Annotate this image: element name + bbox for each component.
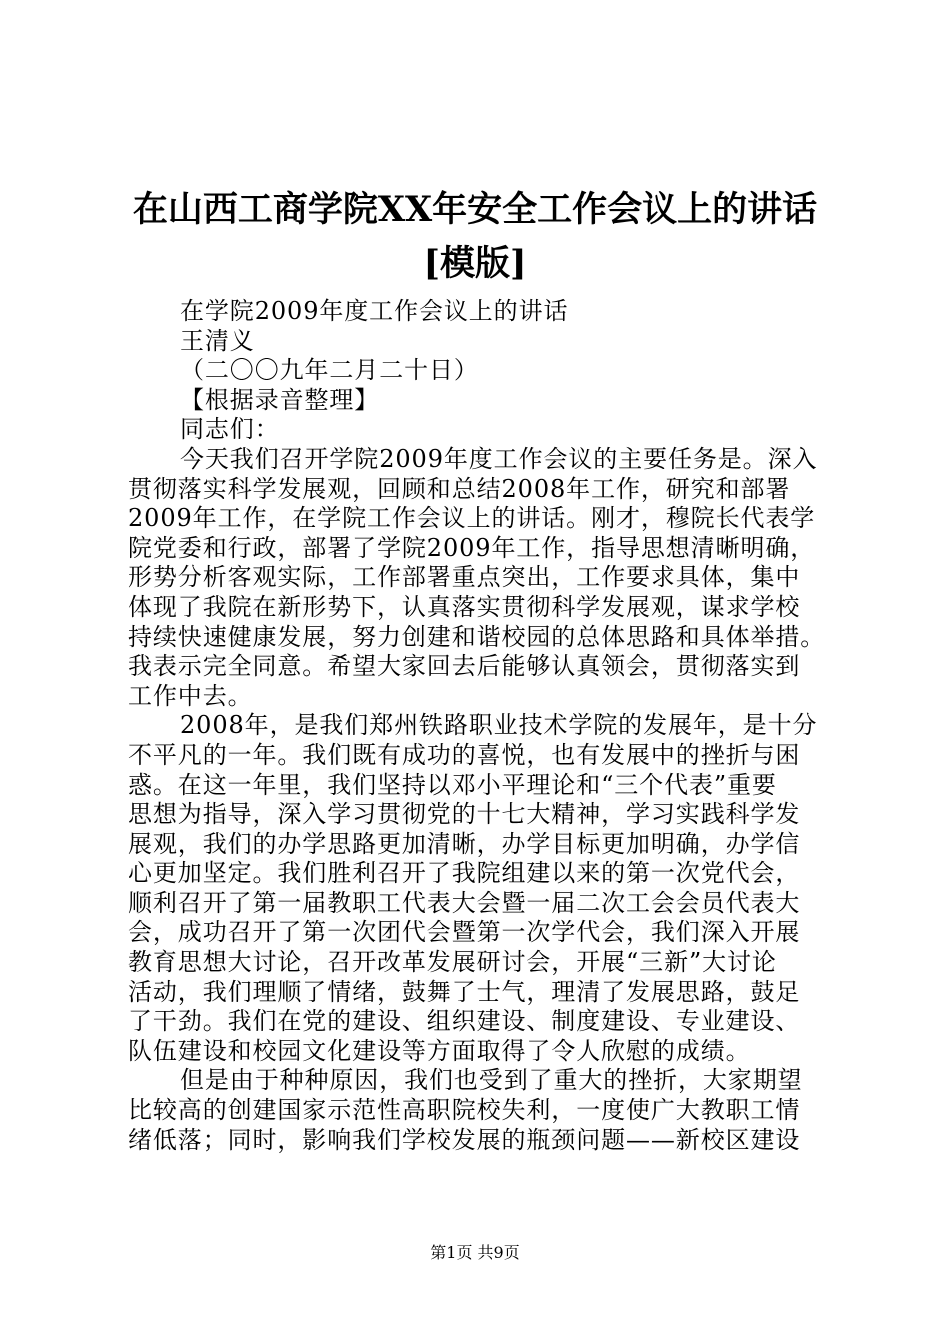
paragraph-line: 2009年工作，在学院工作会议上的讲话。刚才，穆院长代表学 [128,504,816,533]
paragraph-line: 2008年，是我们郑州铁路职业技术学院的发展年，是十分 [180,711,818,740]
page-number-label: 第1页 共9页 [430,1243,520,1262]
paragraph-line: 体现了我院在新形势下，认真落实贯彻科学发展观，谋求学校 [128,592,801,621]
title-line-2: [模版] [423,243,527,284]
paragraph-line: 队伍建设和校园文化建设等方面取得了令人欣慰的成绩。 [128,1036,751,1065]
paragraph-line: 展观，我们的办学思路更加清晰，办学目标更加明确，办学信 [128,829,801,858]
header-line: 在学院2009年度工作会议上的讲话 [180,297,569,325]
paragraph-line: 形势分析客观实际，工作部署重点突出，工作要求具体，集中 [128,563,801,592]
header-line: 同志们： [180,415,280,444]
document-body [128,297,838,1155]
header-line: 【根据录音整理】 [180,385,380,414]
paragraph-line: 持续快速健康发展，努力创建和谐校园的总体思路和具体举措。 [128,622,826,651]
header-line: 王清义 [180,326,255,355]
paragraph-line: 但是由于种种原因，我们也受到了重大的挫折，大家期望 [180,1066,803,1095]
page-footer [0,1243,950,1263]
paragraph-line: 工作中去。 [128,681,253,710]
paragraph-line: 绪低落；同时，影响我们学校发展的瓶颈问题——新校区建设 [128,1125,801,1154]
paragraph-line: 顺利召开了第一届教职工代表大会暨一届二次工会会员代表大 [128,888,801,917]
document-title [100,183,850,291]
paragraph-line: 贯彻落实科学发展观，回顾和总结2008年工作，研究和部署 [128,474,791,503]
paragraph-line: 心更加坚定。我们胜利召开了我院组建以来的第一次党代会， [128,859,801,888]
paragraph-line: 不平凡的一年。我们既有成功的喜悦，也有发展中的挫折与困 [128,740,801,769]
paragraph-line: 我表示完全同意。希望大家回去后能够认真领会，贯彻落实到 [128,652,801,681]
paragraph-line: 会，成功召开了第一次团代会暨第一次学代会，我们深入开展 [128,918,801,947]
paragraph-line: 了干劲。我们在党的建设、组织建设、制度建设、专业建设、 [128,1007,801,1036]
paragraph-line: 今天我们召开学院2009年度工作会议的主要任务是。深入 [180,444,818,473]
title-line-1: 在山西工商学院XX年安全工作会议上的讲话 [132,189,818,230]
paragraph-line: 思想为指导，深入学习贯彻党的十七大精神，学习实践科学发 [128,800,801,829]
paragraph-line: 比较高的创建国家示范性高职院校失利，一度使广大教职工情 [128,1096,801,1125]
paragraph-line: 教育思想大讨论，召开改革发展研讨会，开展“三新”大讨论 [128,948,777,977]
paragraph-line: 活动，我们理顺了情绪，鼓舞了士气，理清了发展思路，鼓足 [128,977,801,1006]
header-line: （二〇〇九年二月二十日） [180,356,479,385]
paragraph-line: 院党委和行政，部署了学院2009年工作，指导思想清晰明确， [128,533,816,562]
paragraph-line: 惑。在这一年里，我们坚持以邓小平理论和“三个代表”重要 [128,770,777,799]
